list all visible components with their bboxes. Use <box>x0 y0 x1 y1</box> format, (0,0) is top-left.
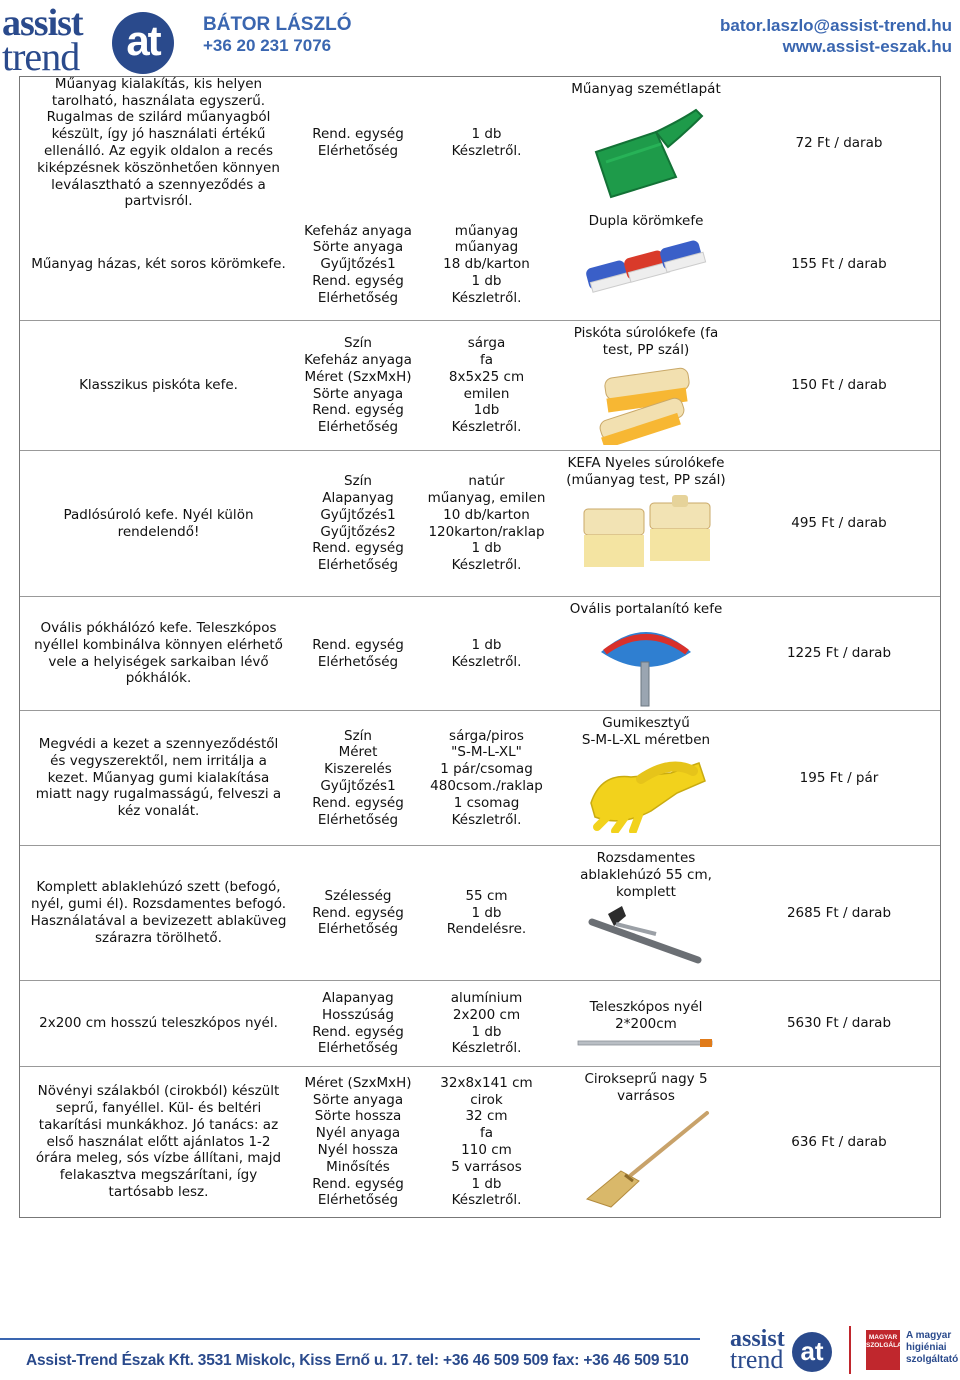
table-row <box>20 846 940 981</box>
product-attributes: Méret (SzxMxH) Sörte anyaga Sörte hossza Nyél anyaga Nyél hossza Minősítés Rend. egység Elérhetőség <box>304 1074 412 1209</box>
footer-logo-line2: trend <box>730 1345 784 1374</box>
floor-brush-image <box>576 493 716 590</box>
product-title: Piskóta súrolókefe (fa test, PP szál) <box>573 325 719 358</box>
product-price: 1225 Ft / darab <box>786 645 892 662</box>
footer-assist-trend-logo <box>730 1328 840 1374</box>
product-description: Padlósúroló kefe. Nyél külön rendelendő! <box>63 506 254 540</box>
assist-trend-logo <box>0 2 180 79</box>
product-image-cell <box>554 711 738 845</box>
footer-logo-badge: at <box>792 1332 832 1372</box>
logo-line2: trend <box>2 34 80 79</box>
product-price: 155 Ft / darab <box>791 256 887 273</box>
product-description: 2x200 cm hosszú teleszkópos nyél. <box>39 1015 278 1032</box>
product-title: Teleszkópos nyél 2*200cm <box>589 999 703 1032</box>
product-price: 5630 Ft / darab <box>786 1015 892 1032</box>
table-row <box>20 321 940 451</box>
table-row <box>20 1067 940 1217</box>
product-description: Komplett ablaklehúzó szett (befogó, nyél, gumi él). Rozsdamentes befogó. Használatával a bevizezett ablaküveg szárazra törölhető. <box>30 879 287 946</box>
table-row <box>20 451 940 597</box>
product-title: Műanyag szemétlapát <box>571 81 721 97</box>
mhsz-logo-badge: MAGYAR SZOLGÁLATÓ <box>866 1330 900 1370</box>
contact-phone: +36 20 231 7076 <box>203 36 332 55</box>
product-values: sárga/piros "S-M-L-XL" 1 pár/csomag 480csom./raklap 1 csomag Készletről. <box>430 727 543 828</box>
product-values: műanyag műanyag 18 db/karton 1 db Készletről. <box>443 222 530 306</box>
product-title: Cirokseprű nagy 5 varrásos <box>584 1071 708 1104</box>
product-attributes: Szín Kefeház anyaga Méret (SzxMxH) Sörte anyaga Rend. egység Elérhetőség <box>304 335 412 436</box>
product-image-cell <box>554 321 738 450</box>
mhsz-logo-text: A magyar higiéniai szolgáltató <box>906 1330 959 1365</box>
contact-email[interactable]: bator.laszlo@assist-trend.hu <box>720 16 952 35</box>
broom-image <box>581 1109 711 1214</box>
product-description: Műanyag kialakítás, kis helyen tarolható, használata egyszerű. Rugalmas de szilárd műanyagból készült, így jó használati értékű ellenálló. Az egyik oldalon a recés kiképzésnek köszönhetően könnyen leválasztható a szennyeződés a partvisról. <box>37 75 280 210</box>
product-price: 150 Ft / darab <box>791 377 887 394</box>
window-squeegee-image <box>586 904 706 979</box>
logo-wordmark <box>2 2 83 79</box>
product-image-cell <box>554 1067 738 1217</box>
product-attributes: Rend. egység Elérhetőség <box>312 636 404 670</box>
contact-name: BÁTOR LÁSZLÓ <box>203 14 352 35</box>
product-title: Ovális portalanító kefe <box>569 601 723 617</box>
product-image-cell <box>554 981 738 1066</box>
product-description: Klasszikus piskóta kefe. <box>79 377 238 394</box>
table-row <box>20 981 940 1067</box>
product-attributes: Rend. egység Elérhetőség <box>312 126 404 159</box>
cobweb-brush-image <box>591 622 701 713</box>
product-values: alumínium 2x200 cm 1 db Készletről. <box>450 989 523 1057</box>
table-row <box>20 597 940 711</box>
product-image-cell <box>554 209 738 320</box>
product-values: 1 db Készletről. <box>451 636 522 670</box>
product-attributes: Alapanyag Hosszúság Rend. egység Elérhetőség <box>312 989 404 1057</box>
product-attributes: Szín Méret Kiszerelés Gyűjtőzés1 Rend. egység Elérhetőség <box>312 727 404 828</box>
product-title: Rozsdamentes ablaklehúzó 55 cm, komplett <box>580 850 712 900</box>
product-values: sárga fa 8x5x25 cm emilen 1db Készletről. <box>448 335 525 436</box>
product-description: Növényi szálakból (cirokból) készült seprű, fanyéllel. Kül- és beltéri takarítási munkákhoz. Jó tanács: az első használat előtt ajánlatos 1-2 órára meleg, sós vízbe állítani, majd felakasztva megszárítani, így tartósabb lesz. <box>35 1083 282 1200</box>
footer-separator <box>849 1326 851 1374</box>
product-title: Gumikesztyű S-M-L-XL méretben <box>581 715 711 748</box>
product-price: 72 Ft / darab <box>795 134 883 151</box>
product-image-cell <box>554 597 738 710</box>
footer-address: Assist-Trend Észak Kft. 3531 Miskolc, Kiss Ernő u. 17. tel: +36 46 509 509 fax: +36 46 509 510 <box>26 1352 689 1369</box>
product-values: 1 db Készletről. <box>451 126 522 159</box>
product-attributes: Kefeház anyaga Sörte anyaga Gyűjtőzés1 Rend. egység Elérhetőség <box>304 222 412 306</box>
logo-badge: at <box>112 12 174 74</box>
product-image-cell <box>554 77 738 209</box>
nail-brush-image <box>581 234 711 311</box>
product-attributes: Szín Alapanyag Gyűjtőzés1 Gyűjtőzés2 Rend. egység Elérhetőség <box>312 473 404 574</box>
product-values: natúr műanyag, emilen 10 db/karton 120karton/raklap 1 db Készletről. <box>427 473 546 574</box>
rubber-glove-image <box>581 753 711 838</box>
product-description: Műanyag házas, két soros körömkefe. <box>31 256 286 273</box>
contact-website[interactable]: www.assist-eszak.hu <box>782 37 952 56</box>
product-image-cell <box>554 451 738 596</box>
product-image-cell <box>554 846 738 980</box>
product-price: 495 Ft / darab <box>791 515 887 532</box>
product-description: Megvédi a kezet a szennyeződéstől és vegyszerektől, nem irritálja a kezet. Műanyag gumi kialakítása miatt nagy rugalmasságú, felveszi a kéz vonalát. <box>35 736 282 820</box>
product-price: 636 Ft / darab <box>791 1133 887 1150</box>
product-values: 32x8x141 cm cirok 32 cm fa 110 cm 5 varrásos 1 db Készletről. <box>440 1074 533 1209</box>
footer-logo-line1: assist <box>730 1326 785 1352</box>
product-title: Dupla körömkefe <box>588 213 704 229</box>
telescopic-pole-image <box>576 1037 716 1054</box>
product-price: 195 Ft / pár <box>799 769 879 786</box>
product-attributes: Szélesség Rend. egység Elérhetőség <box>312 887 404 938</box>
page-header <box>0 0 960 79</box>
logo-line1: assist <box>2 2 83 44</box>
product-title: KEFA Nyeles súrolókefe (műanyag test, PP szál) <box>566 455 726 488</box>
product-description: Ovális pókhálózó kefe. Teleszkópos nyéllel kombinálva könnyen elérhető vele a helyiségek sarkaiban lévő pókhálók. <box>34 619 283 687</box>
product-values: 55 cm 1 db Rendelésre. <box>446 887 527 938</box>
dustpan-image <box>586 102 706 207</box>
table-row <box>20 209 940 321</box>
table-row <box>20 711 940 846</box>
footer-divider <box>0 1338 700 1340</box>
product-table <box>19 76 941 1218</box>
product-price: 2685 Ft / darab <box>786 904 892 921</box>
scrub-brush-image <box>591 363 701 450</box>
table-row <box>20 77 940 209</box>
